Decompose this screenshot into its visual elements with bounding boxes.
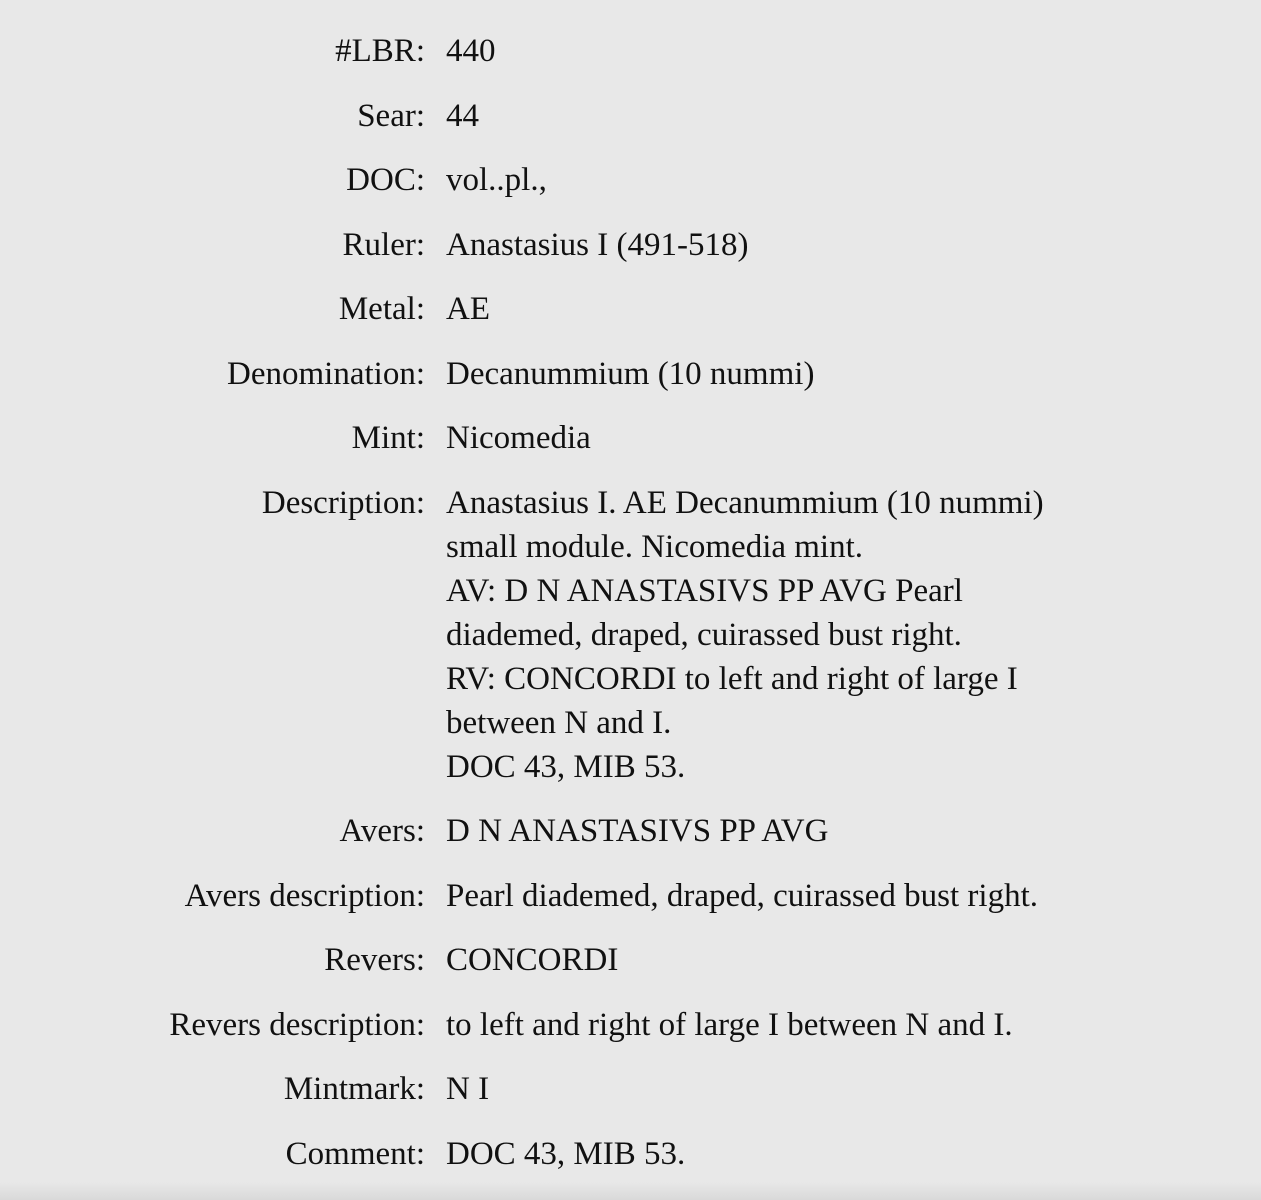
field-label: Mint: [351, 420, 425, 456]
field-row-avers [0, 809, 1261, 853]
field-label: Avers: [339, 813, 425, 849]
field-value: Anastasius I (491-518) [446, 226, 749, 263]
field-row-revers [0, 938, 1261, 982]
field-label: Revers: [324, 942, 425, 978]
description-text [446, 481, 1126, 789]
coin-details-table [0, 29, 1261, 1196]
field-value: 44 [446, 97, 479, 134]
field-label: Mintmark: [283, 1071, 425, 1107]
field-row-description [0, 481, 1261, 789]
description-line: diademed, draped, cuirassed bust right. [446, 616, 962, 653]
description-line: small module. Nicomedia mint. [446, 528, 864, 565]
field-label: DOC: [346, 162, 425, 198]
field-value: AE [446, 291, 490, 327]
description-line: AV: D N ANASTASIVS PP AVG Pearl [446, 572, 963, 609]
field-label: Sear: [357, 97, 425, 134]
field-row-avers-description [0, 874, 1261, 918]
field-value: D N ANASTASIVS PP AVG [446, 813, 829, 849]
bottom-edge-shade [0, 1182, 1261, 1200]
field-value: to left and right of large I between N and I. [446, 1006, 1013, 1043]
description-line: between N and I. [446, 704, 672, 741]
field-label: Metal: [338, 291, 425, 327]
field-value: CONCORDI [446, 942, 619, 978]
field-row-mint [0, 416, 1261, 460]
field-value: Pearl diademed, draped, cuirassed bust right. [446, 877, 1038, 914]
field-label: Revers description: [169, 1006, 425, 1043]
field-value: DOC 43, MIB 53. [446, 1135, 686, 1172]
description-line: RV: CONCORDI to left and right of large I [446, 660, 1018, 697]
field-value: Nicomedia [446, 420, 591, 456]
field-value: 440 [446, 33, 496, 69]
field-row-lbr [0, 29, 1261, 73]
field-row-mintmark [0, 1067, 1261, 1111]
description-line: Anastasius I. AE Decanummium (10 nummi) [446, 484, 1044, 521]
field-label: Denomination: [227, 355, 425, 392]
field-row-metal [0, 287, 1261, 331]
field-row-ruler [0, 223, 1261, 267]
field-row-sear [0, 94, 1261, 138]
field-label: Comment: [285, 1135, 425, 1172]
field-value: N I [446, 1071, 490, 1107]
field-label: Ruler: [342, 226, 425, 263]
field-row-revers-description [0, 1003, 1261, 1047]
description-line: DOC 43, MIB 53. [446, 748, 686, 785]
field-value: Decanummium (10 nummi) [446, 355, 815, 392]
field-label: Description: [261, 484, 425, 521]
field-row-comment [0, 1132, 1261, 1176]
field-value: vol..pl., [446, 162, 547, 198]
field-row-denomination [0, 352, 1261, 396]
field-label: #LBR: [335, 33, 425, 69]
field-label: Avers description: [184, 877, 425, 914]
field-row-doc [0, 158, 1261, 202]
